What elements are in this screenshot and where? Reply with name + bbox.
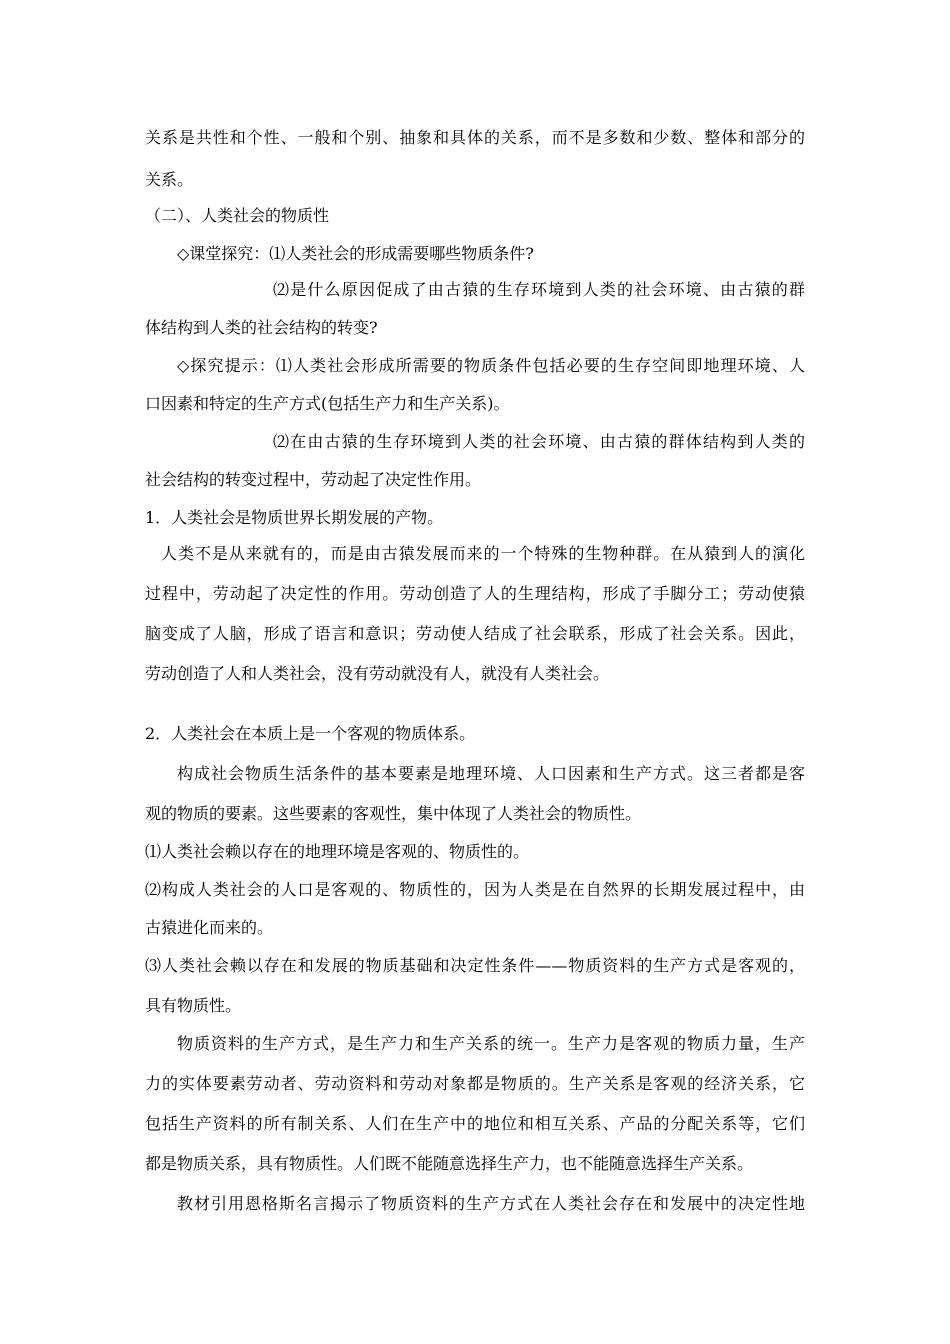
text-line: ⑶人类社会赖以存在和发展的物质基础和决定性条件——物质资料的生产方式是客观的， — [145, 956, 805, 975]
section-heading: （二）、人类社会的物质性 — [145, 206, 330, 225]
text-line: 物质资料的生产方式，是生产力和生产关系的统一。生产力是客观的物质力量，生产 — [177, 1034, 805, 1053]
text-line: 力的实体要素劳动者、劳动资料和劳动对象都是物质的。生产关系是客观的经济关系，它 — [145, 1074, 805, 1093]
text-line: 关系。 — [145, 170, 194, 189]
text-line: ◇探究提示：⑴人类社会形成所需要的物质条件包括必要的生存空间即地理环境、人 — [177, 356, 805, 375]
text-line: 口因素和特定的生产方式(包括生产力和生产关系)。 — [145, 394, 510, 413]
text-line: 劳动创造了人和人类社会，没有劳动就没有人，就没有人类社会。 — [145, 664, 610, 683]
text-line: 关系是共性和个性、一般和个别、抽象和具体的关系，而不是多数和少数、整体和部分的 — [145, 128, 805, 147]
section-heading: 2．人类社会在本质上是一个客观的物质体系。 — [145, 724, 476, 743]
text-line: 具有物质性。 — [145, 996, 242, 1015]
section-heading: 1．人类社会是物质世界长期发展的产物。 — [145, 508, 444, 527]
text-line: 古猿进化而来的。 — [145, 918, 274, 937]
text-line: 过程中，劳动起了决定性的作用。劳动创造了人的生理结构，形成了手脚分工；劳动使猿 — [145, 584, 805, 603]
text-line: 人类不是从来就有的，而是由古猿发展而来的一个特殊的生物种群。在从猿到人的演化 — [161, 544, 805, 563]
text-line: ⑵在由古猿的生存环境到人类的社会环境、由古猿的群体结构到人类的 — [273, 432, 805, 451]
text-line: 教材引用恩格斯名言揭示了物质资料的生产方式在人类社会存在和发展中的决定性地 — [177, 1194, 805, 1213]
text-line: ⑴人类社会赖以存在的地理环境是客观的、物质性的。 — [145, 842, 530, 861]
text-line: 社会结构的转变过程中，劳动起了决定性作用。 — [145, 470, 482, 489]
text-line: ⑵是什么原因促成了由古猿的生存环境到人类的社会环境、由古猿的群 — [273, 280, 805, 299]
text-line: 观的物质的要素。这些要素的客观性，集中体现了人类社会的物质性。 — [145, 804, 642, 823]
text-line: 脑变成了人脑，形成了语言和意识；劳动使人结成了社会联系，形成了社会关系。因此， — [145, 624, 805, 643]
text-line: 体结构到人类的社会结构的转变? — [145, 318, 378, 337]
text-line: ◇课堂探究：⑴人类社会的形成需要哪些物质条件? — [177, 244, 534, 263]
text-line: 构成社会物质生活条件的基本要素是地理环境、人口因素和生产方式。这三者都是客 — [177, 764, 805, 783]
text-line: ⑵构成人类社会的人口是客观的、物质性的，因为人类是在自然界的长期发展过程中，由 — [145, 880, 805, 899]
text-line: 都是物质关系，具有物质性。人们既不能随意选择生产力，也不能随意选择生产关系。 — [145, 1154, 754, 1173]
text-line: 包括生产资料的所有制关系、人们在生产中的地位和相互关系、产品的分配关系等，它们 — [145, 1114, 805, 1133]
